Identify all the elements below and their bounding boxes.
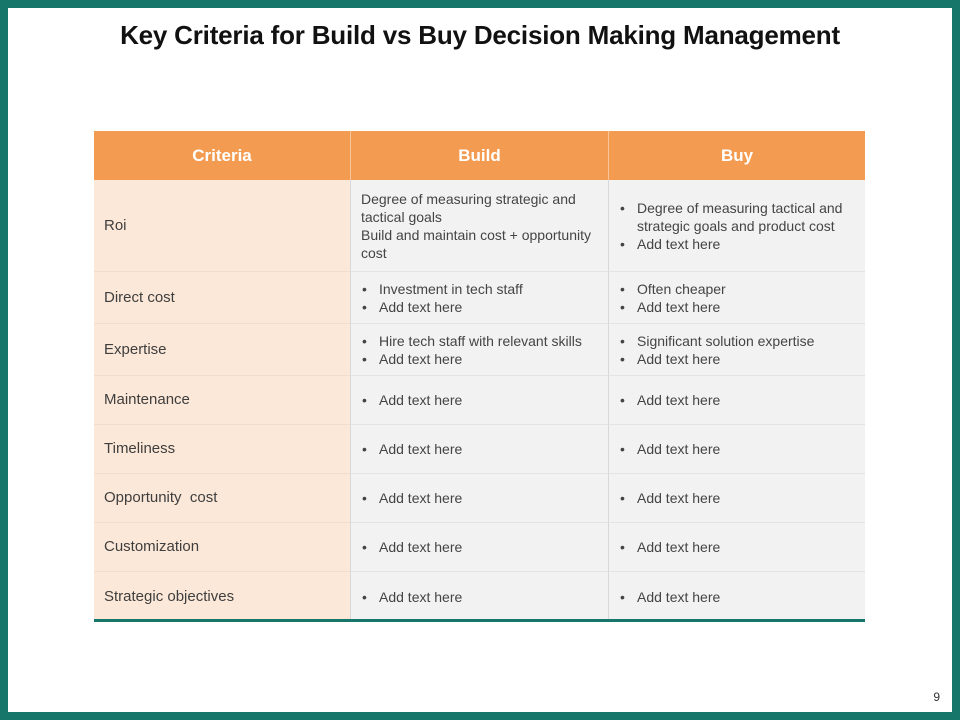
build-cell <box>350 180 608 272</box>
criteria-cell: Opportunity cost <box>94 474 350 523</box>
buy-bullet: • Add text here <box>619 489 720 507</box>
build-bullet: • Investment in tech staff <box>361 280 523 298</box>
build-bullet: • Add text here <box>361 588 462 606</box>
build-bullet-list <box>361 391 462 409</box>
criteria-cell: Strategic objectives <box>94 572 350 621</box>
build-bullet-list <box>361 538 462 556</box>
buy-cell <box>608 523 865 572</box>
build-cell <box>350 272 608 324</box>
table-row <box>94 474 865 523</box>
criteria-cell: Maintenance <box>94 376 350 425</box>
table-row <box>94 324 865 376</box>
table-row <box>94 572 865 621</box>
build-bullet: • Add text here <box>361 391 462 409</box>
buy-bullet: • Add text here <box>619 391 720 409</box>
buy-cell <box>608 572 865 621</box>
page-title: Key Criteria for Build vs Buy Decision Making Management <box>120 20 840 50</box>
buy-bullet-list <box>619 391 720 409</box>
buy-bullet: • Add text here <box>619 298 726 316</box>
header-buy: Buy <box>608 131 865 180</box>
build-bullet: • Hire tech staff with relevant skills <box>361 332 582 350</box>
comparison-table <box>94 131 865 621</box>
criteria-cell: Customization <box>94 523 350 572</box>
build-bullet: • Add text here <box>361 350 582 368</box>
buy-cell <box>608 272 865 324</box>
buy-bullet-list <box>619 199 857 253</box>
build-bullet: • Add text here <box>361 440 462 458</box>
buy-bullet: • Significant solution expertise <box>619 332 814 350</box>
buy-cell <box>608 474 865 523</box>
buy-bullet: • Add text here <box>619 440 720 458</box>
build-cell <box>350 425 608 474</box>
buy-cell <box>608 376 865 425</box>
build-bullet-list <box>361 332 582 368</box>
build-line: Build and maintain cost + opportunity cost <box>361 226 591 261</box>
buy-bullet-list <box>619 489 720 507</box>
build-cell <box>350 572 608 621</box>
build-bullet: • Add text here <box>361 538 462 556</box>
criteria-cell: Roi <box>94 180 350 272</box>
build-cell <box>350 474 608 523</box>
buy-cell <box>608 324 865 376</box>
buy-bullet: • Degree of measuring tactical and strategic goals and product cost <box>619 199 857 235</box>
header-build: Build <box>350 131 608 180</box>
buy-bullet-list <box>619 332 814 368</box>
build-bullet-list <box>361 588 462 606</box>
build-line: Degree of measuring strategic and tactical goals <box>361 190 576 225</box>
table-row <box>94 272 865 324</box>
table-row <box>94 425 865 474</box>
buy-bullet-list <box>619 440 720 458</box>
buy-bullet: • Add text here <box>619 235 857 253</box>
table-row <box>94 376 865 425</box>
criteria-cell: Direct cost <box>94 272 350 324</box>
buy-bullet-list <box>619 538 720 556</box>
table-header-row <box>94 131 865 180</box>
build-bullet-list <box>361 489 462 507</box>
buy-bullet-list <box>619 280 726 316</box>
build-cell <box>350 324 608 376</box>
build-bullet-list <box>361 440 462 458</box>
build-bullet: • Add text here <box>361 489 462 507</box>
table-row <box>94 523 865 572</box>
buy-bullet-list <box>619 588 720 606</box>
buy-bullet: • Often cheaper <box>619 280 726 298</box>
buy-cell <box>608 180 865 272</box>
buy-bullet: • Add text here <box>619 588 720 606</box>
buy-bullet: • Add text here <box>619 538 720 556</box>
criteria-cell: Expertise <box>94 324 350 376</box>
build-bullet-list <box>361 280 523 316</box>
build-bullet: • Add text here <box>361 298 523 316</box>
build-cell <box>350 523 608 572</box>
buy-bullet: • Add text here <box>619 350 814 368</box>
buy-cell <box>608 425 865 474</box>
page-number: 9 <box>933 690 940 704</box>
header-criteria: Criteria <box>94 131 350 180</box>
criteria-cell: Timeliness <box>94 425 350 474</box>
build-cell <box>350 376 608 425</box>
build-text <box>361 190 600 262</box>
table-bottom-rule <box>94 619 865 622</box>
table-row <box>94 180 865 272</box>
